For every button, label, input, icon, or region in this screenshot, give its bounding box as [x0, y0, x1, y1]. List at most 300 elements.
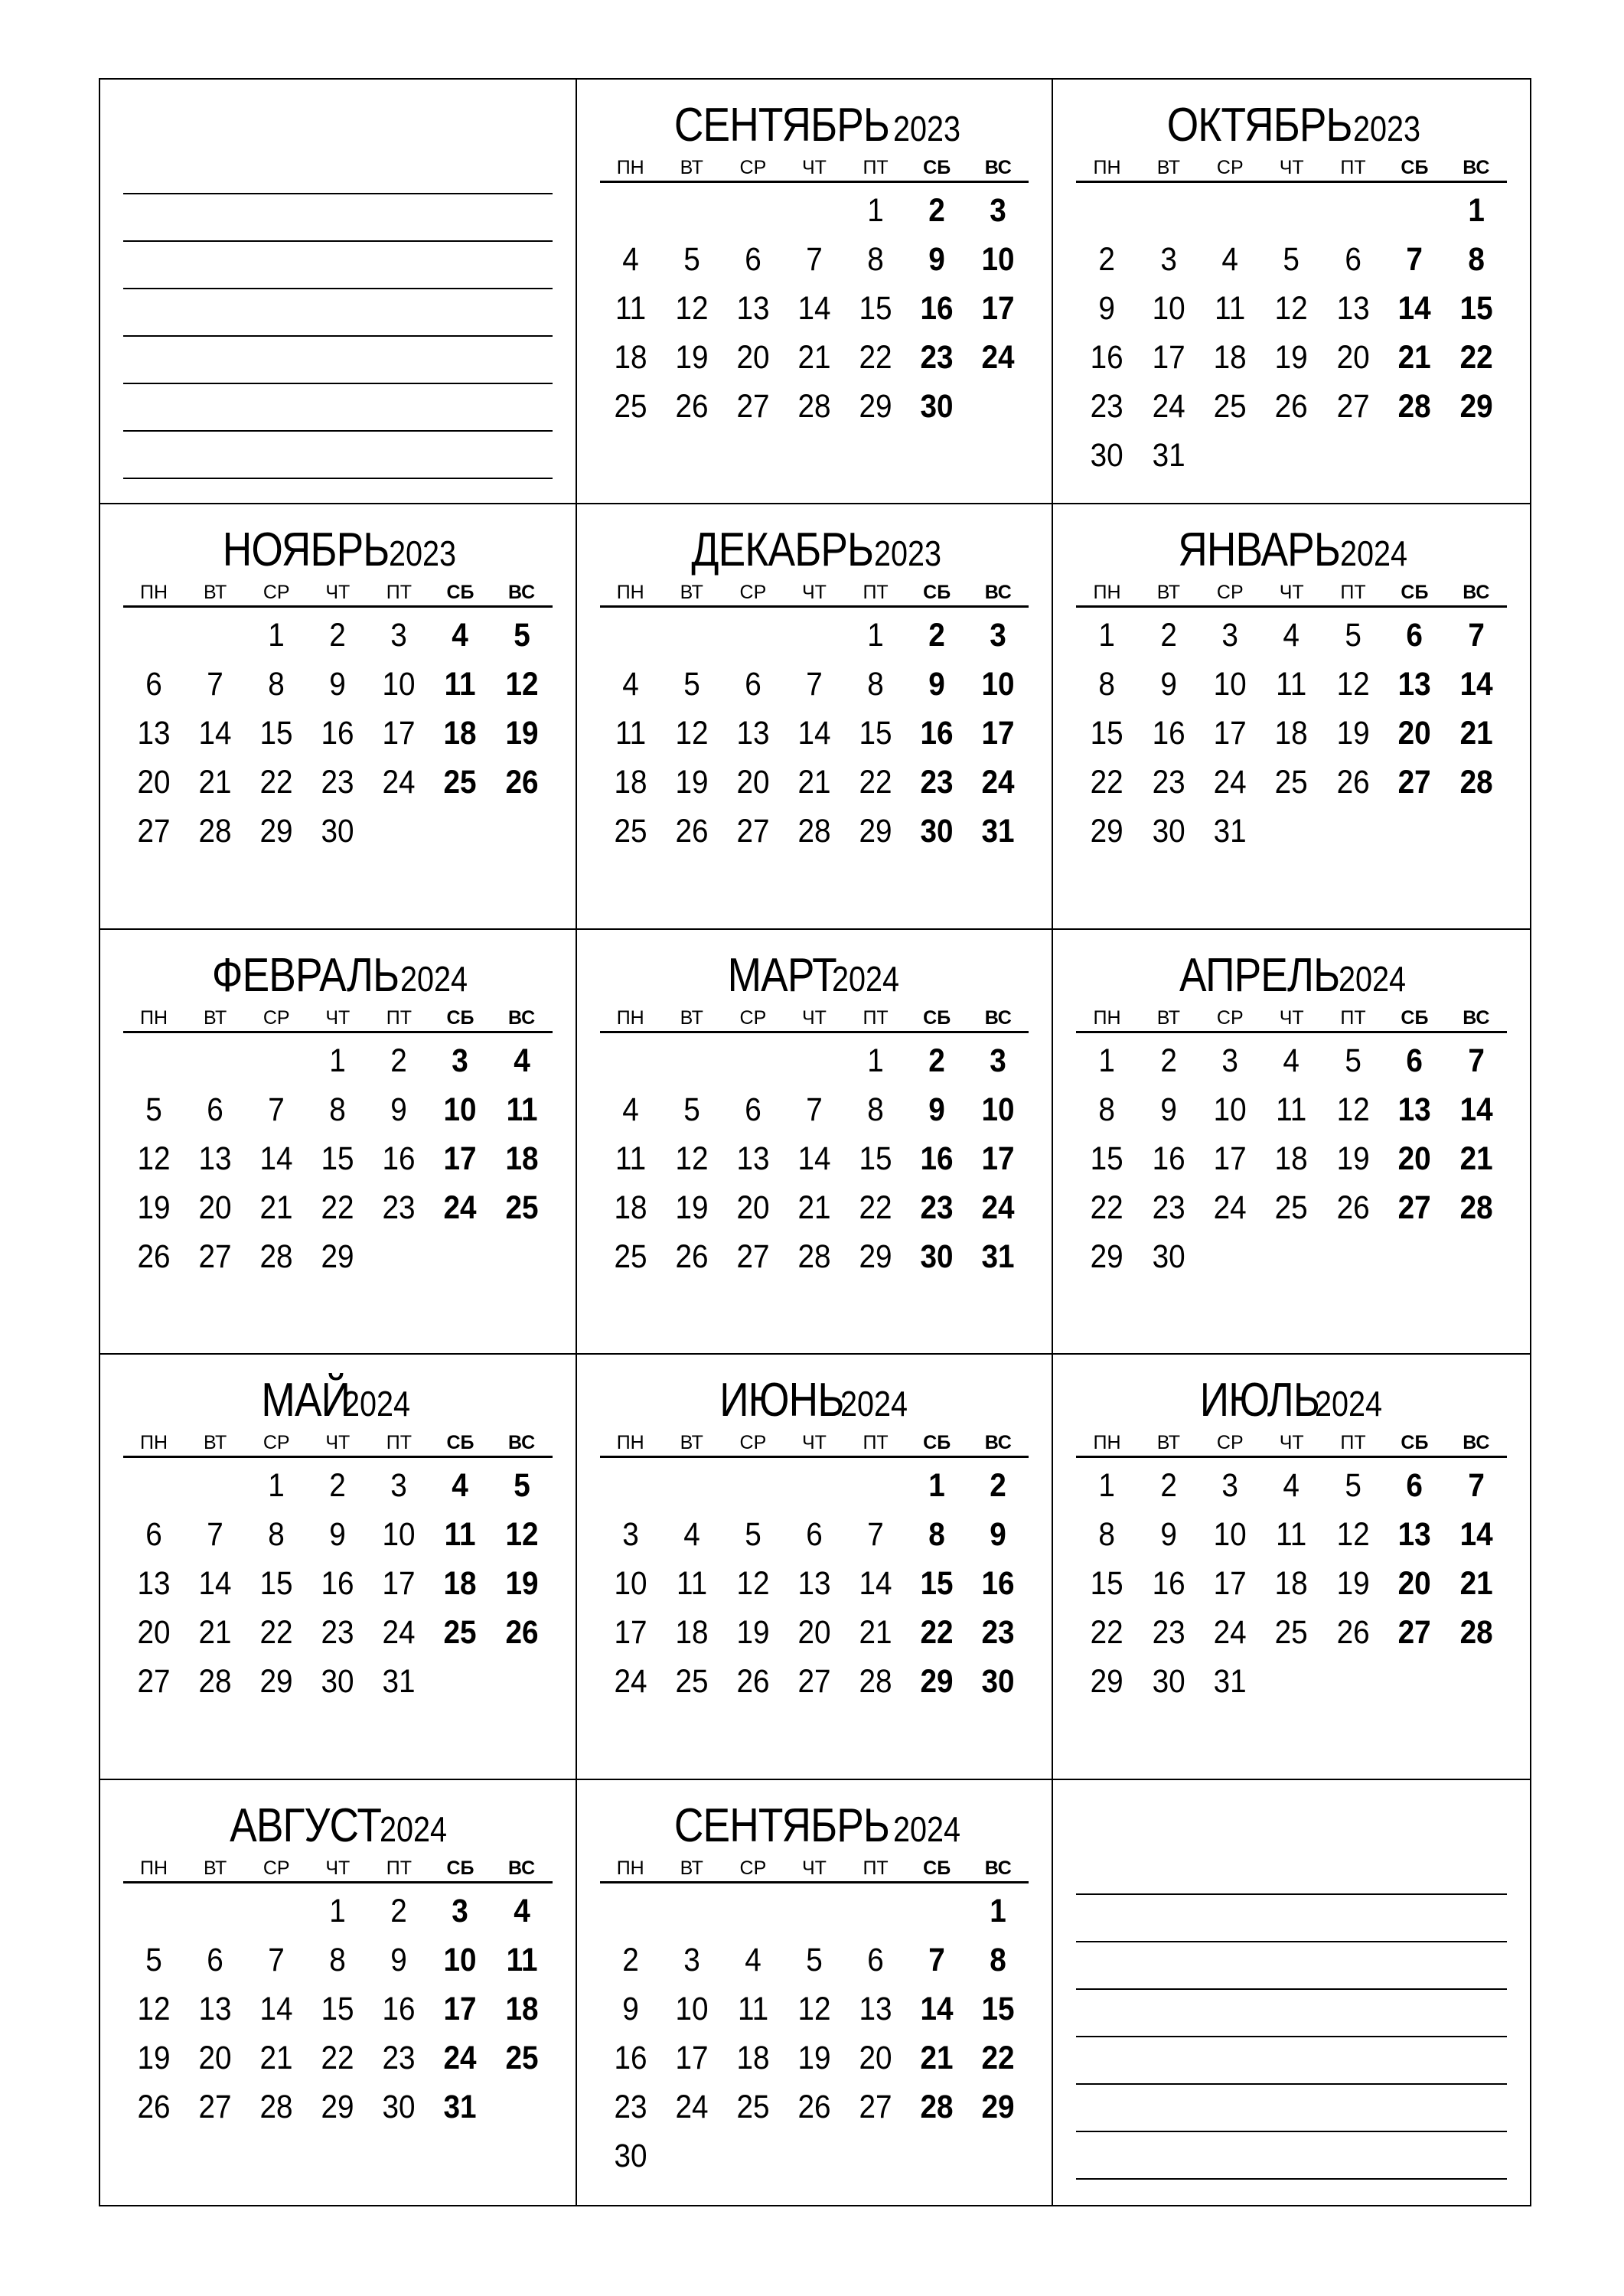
weekday-label: ВС [1463, 1432, 1490, 1454]
day-grid [600, 186, 1029, 431]
weekday-label: ЧТ [325, 1006, 351, 1029]
day-number: 23 [614, 2088, 647, 2125]
day-number: 7 [867, 1516, 884, 1554]
day-number: 24 [1213, 764, 1247, 801]
month-block [123, 521, 553, 856]
empty-day [126, 1887, 181, 1936]
weekday-header [1076, 1430, 1507, 1458]
month-title [600, 96, 1029, 155]
weekday-label: ВС [1463, 582, 1490, 604]
note-line [123, 242, 553, 289]
day-number: 1 [867, 1042, 884, 1079]
day-number: 15 [259, 715, 293, 752]
day-number: 5 [806, 1941, 823, 1978]
day-number: 17 [1213, 1565, 1247, 1603]
day-number: 3 [990, 1042, 1007, 1079]
empty-day [664, 1887, 719, 1936]
empty-day [188, 611, 243, 660]
day-number: 21 [797, 1189, 831, 1226]
day-number: 30 [321, 813, 354, 850]
day-number: 18 [1275, 1140, 1309, 1177]
day-number: 9 [390, 1091, 408, 1128]
weekday-label: ВС [1463, 157, 1490, 178]
day-number: 31 [1213, 813, 1247, 850]
day-number: 19 [505, 1565, 539, 1603]
month-title [1076, 947, 1507, 1005]
day-number: 6 [806, 1516, 823, 1554]
day-number: 2 [390, 1892, 408, 1929]
day-number: 16 [382, 1140, 416, 1177]
day-number: 19 [797, 2039, 831, 2076]
day-number: 13 [736, 290, 770, 327]
weekday-label: ВС [984, 1432, 1012, 1454]
month-cell [1053, 930, 1530, 1355]
day-number: 21 [859, 1614, 892, 1652]
day-number: 1 [990, 1892, 1007, 1929]
day-number: 6 [207, 1091, 223, 1128]
day-number: 22 [859, 764, 892, 801]
day-number: 2 [329, 1467, 347, 1505]
weekday-label: ЧТ [802, 1432, 827, 1454]
day-grid [1076, 1461, 1507, 1706]
day-number: 23 [920, 764, 954, 801]
day-number: 24 [981, 1189, 1015, 1226]
day-number: 24 [675, 2088, 709, 2125]
day-number: 2 [621, 1941, 639, 1978]
day-number: 7 [268, 1091, 285, 1128]
day-number: 5 [145, 1941, 162, 1978]
weekday-label: ЧТ [325, 1432, 351, 1454]
day-number: 22 [259, 1614, 293, 1652]
note-line [1076, 2132, 1507, 2180]
day-number: 3 [990, 617, 1007, 654]
day-number: 1 [867, 192, 884, 229]
day-number: 1 [1098, 1042, 1116, 1079]
day-number: 12 [505, 666, 539, 703]
empty-day [664, 611, 719, 660]
day-number: 10 [614, 1565, 647, 1603]
month-cell [577, 1355, 1054, 1779]
weekday-header [600, 1855, 1029, 1883]
day-number: 26 [675, 813, 709, 850]
month-cell [1053, 504, 1530, 929]
weekday-header [1076, 155, 1507, 183]
day-number: 10 [382, 1516, 416, 1554]
day-number: 25 [505, 2039, 539, 2076]
day-number: 9 [1160, 1091, 1177, 1128]
weekday-label: ПТ [1340, 1432, 1366, 1454]
day-number: 9 [928, 666, 945, 703]
day-number: 22 [859, 339, 892, 376]
day-number: 11 [445, 1516, 476, 1554]
day-number: 6 [145, 1516, 162, 1554]
weekday-label: СБ [446, 1857, 474, 1879]
day-number: 29 [859, 1238, 892, 1275]
day-number: 9 [621, 1990, 639, 2027]
weekday-header [1076, 1005, 1507, 1033]
day-number: 23 [321, 764, 354, 801]
day-number: 16 [920, 715, 954, 752]
weekday-header [123, 1855, 553, 1883]
month-name: ИЮЛЬ [1199, 1374, 1319, 1427]
empty-day [664, 1036, 719, 1085]
day-number: 23 [1152, 764, 1185, 801]
weekday-label: ПН [616, 1857, 644, 1879]
day-number: 24 [382, 764, 416, 801]
weekday-label: ПН [140, 582, 168, 604]
day-number: 23 [920, 339, 954, 376]
month-name: ИЮНЬ [719, 1374, 844, 1427]
day-number: 28 [198, 813, 232, 850]
day-number: 24 [1152, 388, 1185, 425]
day-number: 17 [1152, 339, 1185, 376]
weekday-label: ЧТ [802, 582, 827, 604]
day-number: 7 [928, 1941, 945, 1978]
day-number: 21 [259, 2039, 293, 2076]
day-number: 29 [981, 2088, 1015, 2125]
day-number: 22 [1090, 1189, 1124, 1226]
day-grid [123, 1036, 553, 1281]
day-number: 19 [1275, 339, 1309, 376]
empty-day [1141, 186, 1196, 235]
day-number: 15 [981, 1990, 1015, 2027]
day-number: 26 [137, 1238, 171, 1275]
month-cell [577, 1780, 1054, 2205]
day-number: 19 [675, 339, 709, 376]
note-line [1076, 1942, 1507, 1990]
day-number: 14 [198, 715, 232, 752]
day-number: 2 [928, 1042, 945, 1079]
day-number: 21 [1459, 715, 1493, 752]
day-number: 14 [920, 1990, 954, 2027]
day-number: 18 [1275, 715, 1309, 752]
day-number: 12 [797, 1990, 831, 2027]
day-number: 6 [745, 1091, 761, 1128]
day-number: 25 [675, 1663, 709, 1701]
day-number: 11 [737, 1990, 768, 2027]
day-number: 10 [675, 1990, 709, 2027]
weekday-label: СР [739, 157, 767, 178]
month-title [1076, 521, 1507, 579]
day-number: 9 [390, 1941, 408, 1978]
day-number: 4 [1283, 1042, 1300, 1079]
day-number: 4 [513, 1042, 530, 1079]
empty-day [787, 1036, 842, 1085]
day-number: 4 [452, 1467, 469, 1505]
empty-day [664, 1461, 719, 1510]
day-number: 29 [859, 813, 892, 850]
day-number: 4 [452, 617, 469, 654]
day-number: 18 [443, 715, 478, 752]
day-number: 31 [1152, 437, 1185, 474]
day-number: 5 [745, 1516, 761, 1554]
month-block [600, 521, 1029, 856]
month-year: 2024 [1339, 533, 1407, 574]
weekday-label: ПТ [386, 582, 413, 604]
day-number: 15 [1090, 1140, 1124, 1177]
month-name: МАЙ [261, 1374, 351, 1427]
month-year: 2023 [388, 533, 456, 574]
day-number: 3 [390, 617, 408, 654]
day-number: 3 [1221, 617, 1239, 654]
weekday-label: ВС [508, 1857, 536, 1879]
empty-day [1264, 186, 1319, 235]
day-number: 8 [1098, 666, 1116, 703]
weekday-label: ВТ [680, 582, 703, 604]
day-number: 3 [621, 1516, 639, 1554]
weekday-label: ВС [984, 1857, 1012, 1879]
day-number: 18 [505, 1990, 539, 2027]
note-line [1076, 1895, 1507, 1942]
weekday-label: СБ [1401, 157, 1429, 178]
weekday-label: СБ [923, 157, 951, 178]
note-line [1076, 2037, 1507, 2085]
weekday-label: ПН [616, 582, 644, 604]
weekday-label: ПТ [863, 1432, 889, 1454]
weekday-label: ЧТ [802, 1857, 827, 1879]
day-number: 1 [1098, 617, 1116, 654]
weekday-label: СР [263, 1432, 290, 1454]
weekday-label: ВТ [1156, 157, 1181, 178]
month-year: 2024 [400, 958, 468, 999]
day-number: 20 [859, 2039, 892, 2076]
day-number: 5 [683, 241, 700, 278]
day-number: 20 [137, 764, 171, 801]
day-number: 28 [920, 2088, 954, 2125]
weekday-label: ПТ [386, 1006, 413, 1029]
day-number: 14 [859, 1565, 892, 1603]
day-number: 24 [443, 2039, 478, 2076]
empty-day [787, 186, 842, 235]
day-number: 22 [321, 2039, 354, 2076]
day-number: 15 [321, 1140, 354, 1177]
day-number: 10 [443, 1091, 478, 1128]
day-number: 31 [981, 1238, 1015, 1275]
day-number: 19 [1336, 1565, 1370, 1603]
weekday-label: ЧТ [802, 157, 827, 178]
day-number: 17 [981, 1140, 1015, 1177]
weekday-header [123, 1430, 553, 1458]
day-number: 29 [1090, 1238, 1124, 1275]
day-number: 27 [736, 813, 770, 850]
day-number: 30 [920, 1238, 954, 1275]
day-number: 29 [859, 388, 892, 425]
weekday-label: ПТ [863, 1857, 889, 1879]
weekday-label: ПН [140, 1857, 168, 1879]
notes-lines [1076, 1848, 1507, 2180]
day-number: 7 [207, 1516, 223, 1554]
weekday-label: ВС [1463, 1006, 1490, 1029]
notes-cell-top [100, 80, 577, 504]
weekday-label: СР [739, 1432, 767, 1454]
empty-day [726, 186, 781, 235]
day-number: 8 [329, 1091, 347, 1128]
day-number: 31 [443, 2088, 478, 2125]
day-number: 11 [445, 666, 476, 703]
weekday-label: ВС [984, 157, 1012, 178]
month-name: ОКТЯБРЬ [1166, 99, 1352, 152]
day-number: 12 [1336, 1091, 1370, 1128]
month-name: МАРТ [727, 948, 836, 1002]
note-line [123, 384, 553, 432]
empty-day [249, 1036, 304, 1085]
day-number: 28 [797, 388, 831, 425]
day-number: 16 [920, 1140, 954, 1177]
day-number: 18 [614, 339, 647, 376]
weekday-label: ПН [1093, 1432, 1121, 1454]
day-number: 26 [1336, 1189, 1370, 1226]
weekday-label: ПТ [863, 157, 889, 178]
weekday-label: ВТ [204, 1432, 227, 1454]
day-number: 10 [981, 241, 1015, 278]
month-cell [1053, 80, 1530, 504]
empty-day [848, 1461, 903, 1510]
day-number: 22 [321, 1189, 354, 1226]
weekday-header [600, 155, 1029, 183]
day-number: 11 [1276, 1091, 1307, 1128]
day-number: 7 [806, 666, 823, 703]
day-number: 3 [1160, 241, 1177, 278]
note-line [123, 194, 553, 242]
empty-day [909, 1887, 964, 1936]
day-number: 10 [443, 1941, 478, 1978]
month-name: СЕНТЯБРЬ [674, 1799, 890, 1852]
day-number: 11 [506, 1941, 538, 1978]
day-number: 24 [1213, 1189, 1247, 1226]
day-number: 27 [736, 1238, 770, 1275]
weekday-label: СР [739, 1857, 767, 1879]
day-number: 7 [207, 666, 223, 703]
month-cell [577, 504, 1054, 929]
day-number: 24 [981, 764, 1015, 801]
day-number: 4 [1283, 617, 1300, 654]
day-number: 7 [268, 1941, 285, 1978]
day-number: 8 [1098, 1516, 1116, 1554]
empty-day [603, 1461, 658, 1510]
day-number: 21 [198, 764, 232, 801]
day-number: 28 [1459, 1189, 1493, 1226]
weekday-label: СР [263, 582, 290, 604]
day-number: 20 [1336, 339, 1370, 376]
month-block [1076, 96, 1507, 480]
day-number: 16 [981, 1565, 1015, 1603]
day-grid [1076, 186, 1507, 480]
day-number: 29 [321, 1238, 354, 1275]
day-number: 26 [1275, 388, 1309, 425]
day-number: 2 [1160, 1042, 1177, 1079]
day-number: 17 [981, 715, 1015, 752]
day-number: 23 [1090, 388, 1124, 425]
weekday-header [123, 1005, 553, 1033]
month-cell [100, 1355, 577, 1779]
day-number: 11 [1215, 290, 1246, 327]
empty-day [603, 186, 658, 235]
day-number: 11 [1276, 666, 1307, 703]
day-number: 9 [1098, 290, 1116, 327]
month-title [600, 521, 1029, 579]
day-number: 12 [675, 715, 709, 752]
day-number: 30 [920, 388, 954, 425]
day-number: 16 [321, 1565, 354, 1603]
weekday-label: ЧТ [1279, 582, 1304, 604]
weekday-label: ВТ [680, 1857, 703, 1879]
weekday-label: ВС [508, 1432, 536, 1454]
day-number: 16 [1152, 1140, 1185, 1177]
empty-day [188, 1887, 243, 1936]
day-number: 26 [1336, 1614, 1370, 1652]
day-number: 12 [1336, 1516, 1370, 1554]
month-year: 2024 [1315, 1384, 1383, 1424]
weekday-label: ЧТ [802, 1006, 827, 1029]
day-number: 15 [859, 715, 892, 752]
month-block [600, 1797, 1029, 2180]
month-year: 2024 [840, 1384, 908, 1424]
day-number: 8 [867, 1091, 884, 1128]
day-number: 14 [1459, 1516, 1493, 1554]
month-cell [100, 1780, 577, 2205]
day-number: 13 [198, 1990, 232, 2027]
day-number: 17 [382, 715, 416, 752]
day-number: 9 [990, 1516, 1007, 1554]
weekday-label: СР [1216, 1006, 1244, 1029]
day-number: 18 [736, 2039, 770, 2076]
weekday-label: СБ [1401, 582, 1429, 604]
day-number: 16 [321, 715, 354, 752]
day-number: 18 [675, 1614, 709, 1652]
day-number: 7 [1468, 1042, 1485, 1079]
day-number: 28 [797, 1238, 831, 1275]
day-number: 30 [1152, 813, 1185, 850]
weekday-label: ПТ [386, 1432, 413, 1454]
month-block [1076, 521, 1507, 856]
weekday-header [1076, 579, 1507, 608]
day-number: 5 [1345, 617, 1361, 654]
empty-day [188, 1461, 243, 1510]
day-number: 13 [797, 1565, 831, 1603]
weekday-label: ВТ [680, 1432, 703, 1454]
weekday-label: СБ [446, 1432, 474, 1454]
day-number: 11 [1276, 1516, 1307, 1554]
day-number: 10 [1213, 666, 1247, 703]
day-number: 14 [1459, 1091, 1493, 1128]
day-number: 23 [1152, 1189, 1185, 1226]
weekday-label: ВТ [680, 1006, 703, 1029]
weekday-label: ПН [616, 1006, 644, 1029]
day-number: 20 [736, 764, 770, 801]
day-number: 27 [1397, 764, 1431, 801]
day-number: 21 [259, 1189, 293, 1226]
day-number: 13 [1397, 1091, 1431, 1128]
day-number: 27 [198, 1238, 232, 1275]
day-number: 20 [736, 339, 770, 376]
day-grid [123, 1461, 553, 1706]
day-number: 28 [259, 2088, 293, 2125]
day-number: 17 [614, 1614, 647, 1652]
day-number: 22 [1090, 1614, 1124, 1652]
day-number: 7 [1468, 617, 1485, 654]
day-number: 28 [259, 1238, 293, 1275]
day-number: 24 [614, 1663, 647, 1701]
day-number: 21 [797, 764, 831, 801]
weekday-label: ПН [1093, 157, 1121, 178]
day-number: 5 [683, 666, 700, 703]
day-number: 25 [614, 1238, 647, 1275]
day-number: 18 [1213, 339, 1247, 376]
day-grid [123, 611, 553, 856]
day-number: 28 [859, 1663, 892, 1701]
day-number: 12 [505, 1516, 539, 1554]
day-number: 1 [1468, 192, 1485, 229]
